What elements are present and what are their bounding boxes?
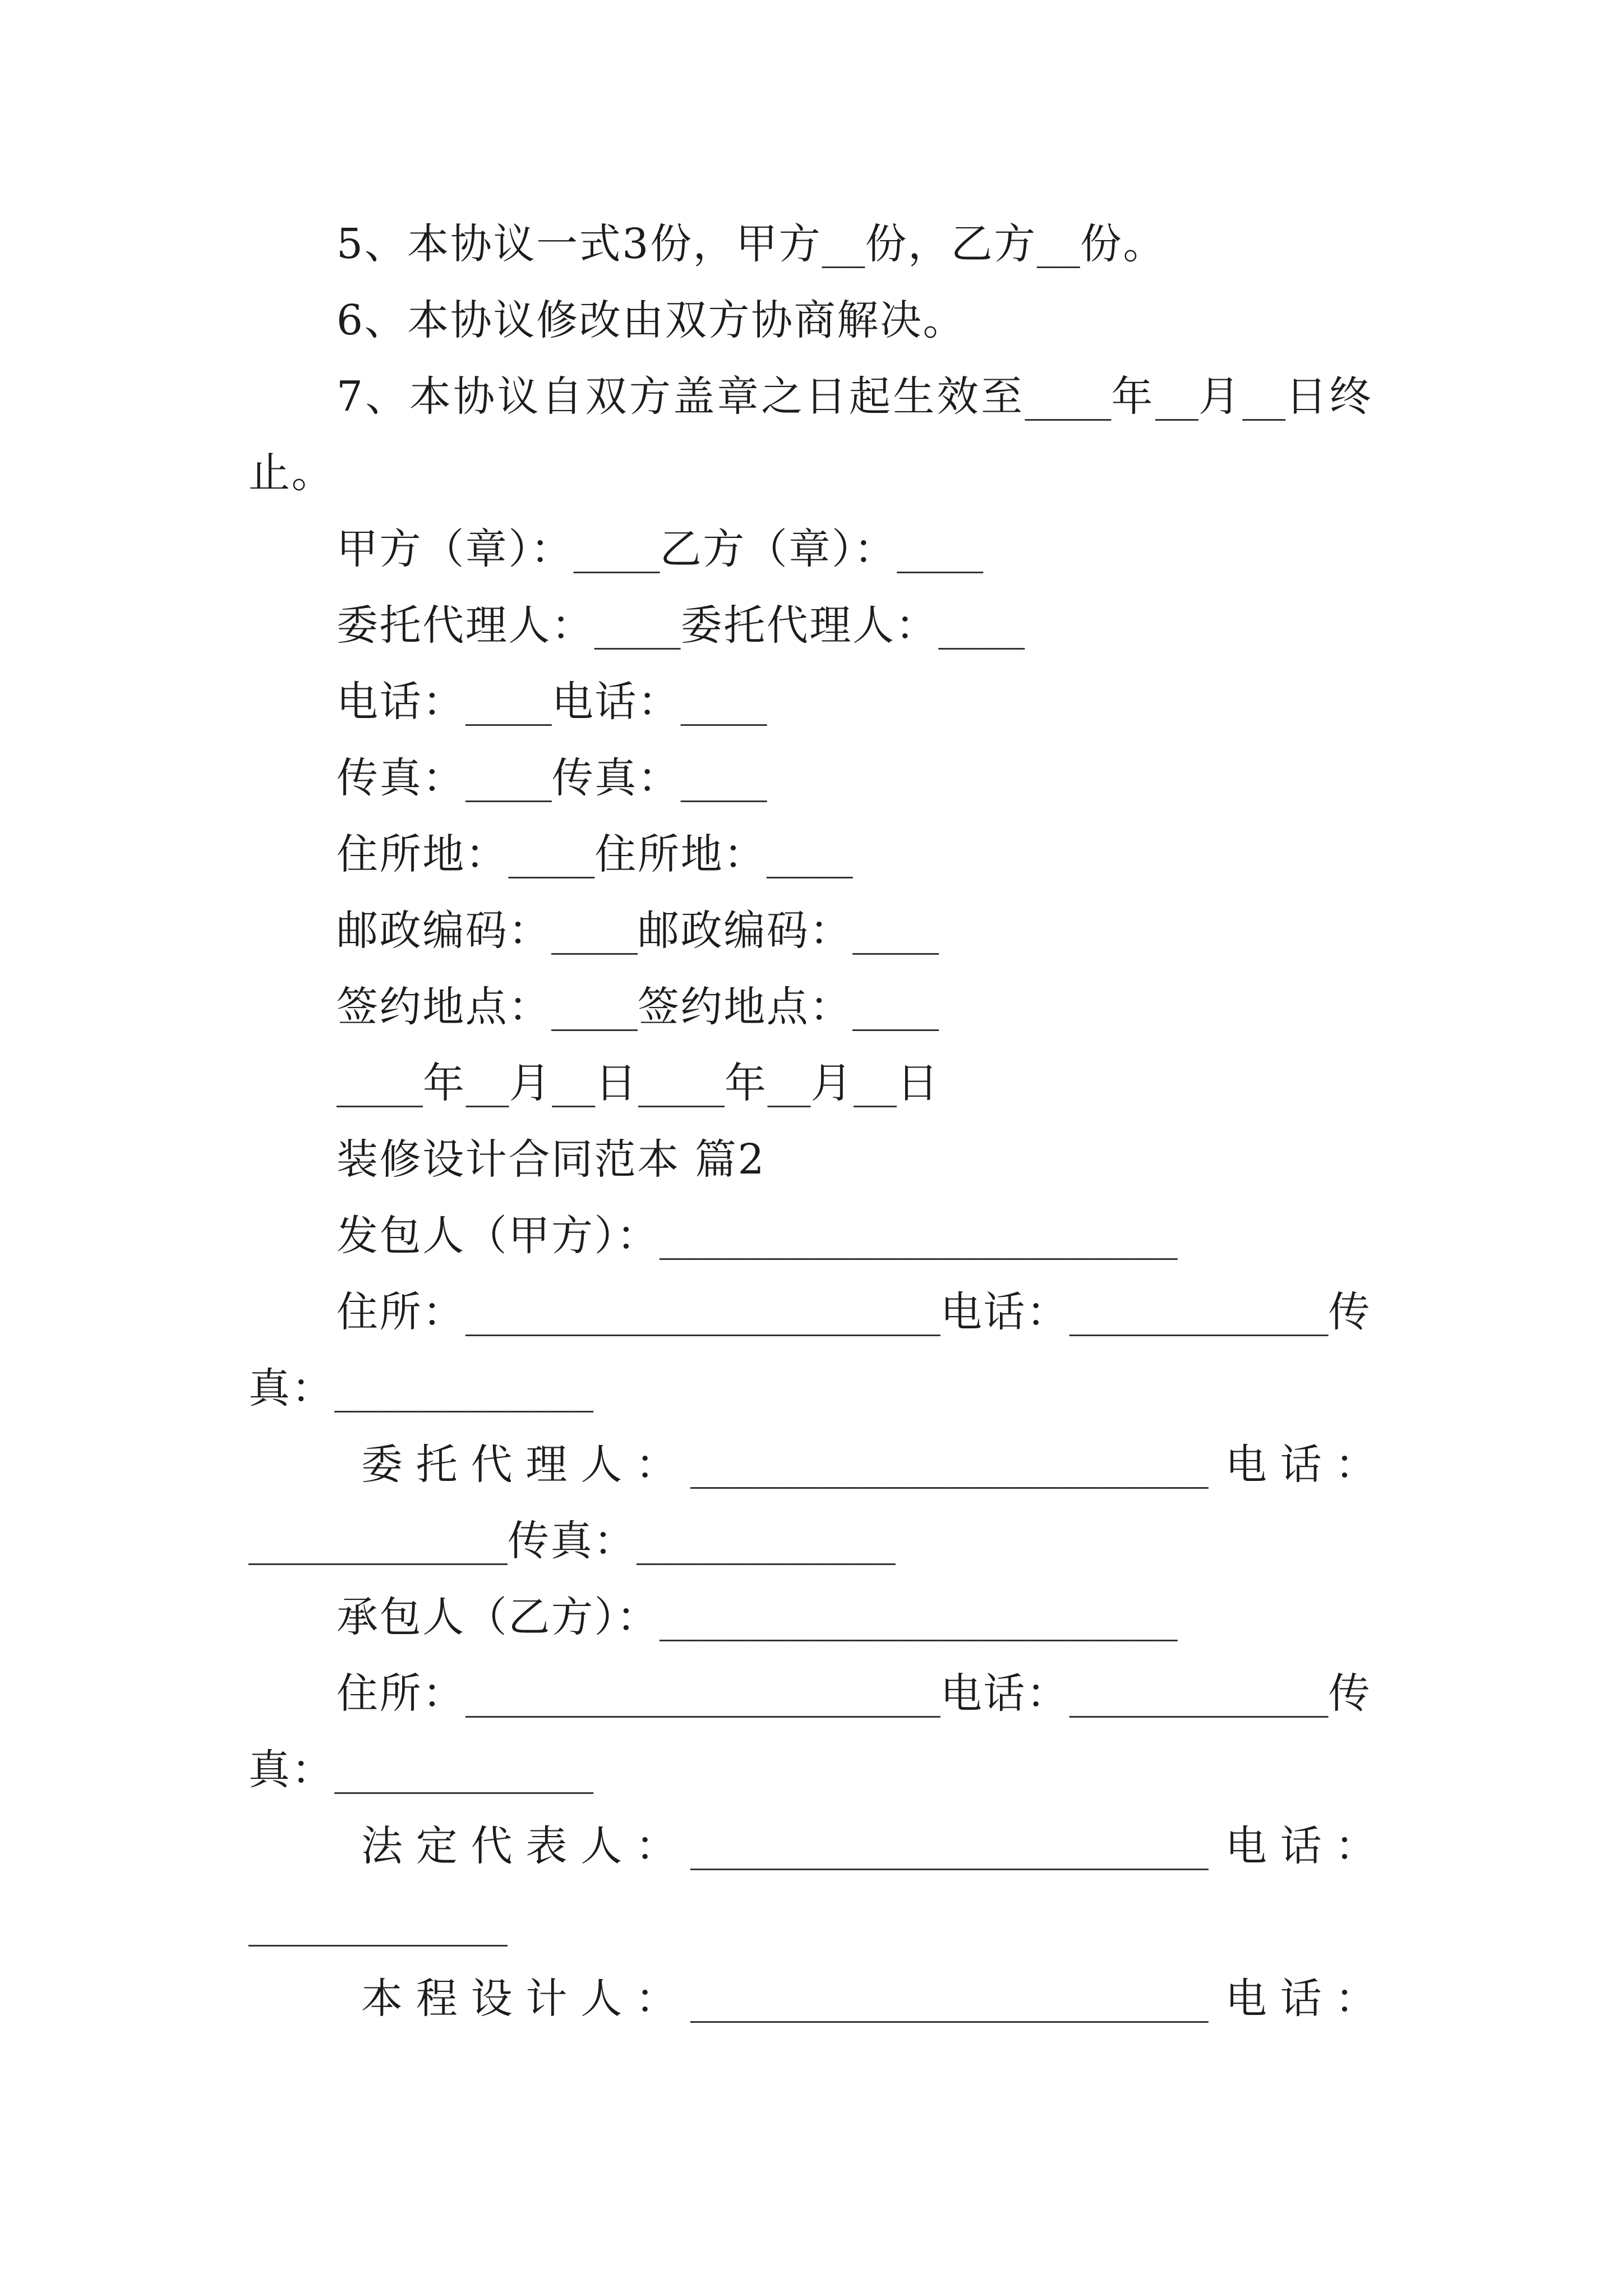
- employer-line: [248, 1198, 1375, 1274]
- clause-5-text-end: 份。: [1080, 220, 1166, 268]
- employer-phone-blank: ____________: [1069, 1287, 1329, 1337]
- signing-place-line: [248, 969, 1375, 1045]
- party-a-year-label: 年: [423, 1059, 466, 1107]
- party-b-month-blank: __: [767, 1058, 811, 1108]
- legal-representative-line: [248, 1808, 1390, 1884]
- employer-agent-continuation-line: [248, 1503, 1375, 1579]
- legal-representative-blank: ________________________: [690, 1821, 1209, 1871]
- party-b-address-blank: ____: [766, 829, 853, 879]
- party-a-signing-place-label: 签约地点：: [336, 983, 551, 1031]
- party-a-postcode-blank: ____: [551, 905, 638, 955]
- legal-representative-phone-blank: ____________: [248, 1897, 508, 1947]
- party-b-month-label: 月: [810, 1059, 854, 1107]
- employer-fax-label-end: 真：: [248, 1364, 335, 1412]
- party-b-year-label: 年: [724, 1059, 768, 1107]
- party-a-agent-blank: ____: [594, 600, 681, 650]
- employer-name-blank: ________________________: [659, 1211, 1178, 1260]
- end-day-blank: __: [1242, 371, 1286, 421]
- clause-5-text: 5、本协议一式3份，甲方: [336, 220, 822, 268]
- employer-fax-blank: ____________: [334, 1363, 594, 1413]
- party-b-seal-label: 乙方（章）：: [660, 525, 897, 573]
- dates-line: [248, 1045, 1375, 1121]
- designer-line: [248, 1961, 1390, 2037]
- employer-address-label: 住所：: [336, 1288, 465, 1336]
- contractor-phone-blank: ____________: [1069, 1668, 1329, 1718]
- party-b-day-blank: __: [854, 1058, 897, 1108]
- contract-2: [248, 1121, 1390, 2037]
- clause-7-continuation-line: [248, 435, 1375, 511]
- party-b-signing-place-label: 签约地点：: [638, 983, 852, 1031]
- party-a-copies-blank: __: [822, 219, 865, 269]
- designer-label: 本程设计人：: [361, 1975, 690, 2023]
- designer-blank: ________________________: [690, 1973, 1209, 2023]
- party-b-day-label: 日: [897, 1059, 940, 1107]
- contractor-line: [248, 1579, 1375, 1655]
- contractor-name-blank: ________________________: [659, 1592, 1178, 1642]
- fax-line: [248, 740, 1375, 816]
- designer-phone-label: 电话：: [1225, 1975, 1390, 2023]
- legal-representative-phone-label: 电话：: [1225, 1822, 1390, 1870]
- party-a-fax-blank: ____: [465, 753, 552, 803]
- party-b-year-blank: ____: [638, 1058, 725, 1108]
- employer-fax-line: [248, 1350, 1375, 1427]
- party-b-signing-place-blank: ____: [852, 982, 939, 1032]
- legal-representative-label: 法定代表人：: [361, 1822, 690, 1870]
- party-a-phone-blank: ____: [465, 677, 552, 726]
- contractor-fax-blank: ____________: [334, 1745, 594, 1795]
- party-b-phone-blank: ____: [680, 677, 767, 726]
- employer-fax-label-start: 传: [1328, 1288, 1372, 1336]
- party-b-fax-label: 传真：: [551, 754, 681, 802]
- party-a-year-blank: ____: [336, 1058, 423, 1108]
- party-a-address-label: 住所地：: [336, 830, 509, 878]
- address-line: [248, 816, 1375, 892]
- employer-agent-phone-label: 电话：: [1225, 1441, 1390, 1489]
- party-b-fax-blank: ____: [680, 753, 767, 803]
- month-label: 月: [1198, 372, 1243, 421]
- contractor-phone-label: 电话：: [940, 1669, 1069, 1718]
- contractor-address-blank: ______________________: [465, 1668, 940, 1718]
- employer-agent-fax-label: 传真：: [508, 1517, 637, 1565]
- party-a-agent-label: 委托代理人：: [336, 601, 594, 650]
- year-label: 年: [1111, 372, 1155, 421]
- party-a-signing-place-blank: ____: [551, 982, 638, 1032]
- employer-phone-label: 电话：: [940, 1288, 1069, 1336]
- seal-line: [248, 511, 1375, 587]
- employer-contact-line: [248, 1274, 1375, 1350]
- party-b-agent-blank: ____: [938, 600, 1025, 650]
- phone-line: [248, 664, 1375, 740]
- party-b-seal-blank: ____: [897, 524, 984, 574]
- party-a-month-blank: __: [465, 1058, 509, 1108]
- clause-5-text-middle: 份，乙方: [865, 220, 1037, 268]
- party-a-postcode-label: 邮政编码：: [336, 907, 551, 955]
- clause-7-line: [248, 358, 1375, 435]
- employer-label: 发包人（甲方）：: [336, 1212, 660, 1260]
- employer-agent-fax-blank: ____________: [636, 1516, 896, 1566]
- party-a-month-label: 月: [509, 1059, 552, 1107]
- employer-agent-line: [248, 1427, 1390, 1503]
- employer-agent-phone-blank: ____________: [248, 1516, 508, 1566]
- legal-representative-continuation-line: [248, 1884, 1375, 1961]
- party-a-fax-label: 传真：: [336, 754, 465, 802]
- contractor-address-label: 住所：: [336, 1669, 465, 1718]
- party-a-day-label: 日: [595, 1059, 638, 1107]
- contract-2-title: 装修设计合同范本 篇2: [336, 1135, 766, 1184]
- party-a-seal-blank: ____: [573, 524, 660, 574]
- contractor-contact-line: [248, 1655, 1375, 1732]
- contractor-fax-label-start: 传: [1328, 1669, 1372, 1718]
- day-label: 日终: [1285, 372, 1374, 421]
- party-b-copies-blank: __: [1036, 219, 1080, 269]
- party-b-postcode-blank: ____: [852, 905, 939, 955]
- party-a-seal-label: 甲方（章）：: [336, 525, 574, 573]
- employer-agent-blank: ________________________: [690, 1439, 1209, 1489]
- party-a-day-blank: __: [552, 1058, 596, 1108]
- party-a-address-blank: ____: [508, 829, 595, 879]
- postcode-line: [248, 892, 1375, 969]
- party-b-phone-label: 电话：: [551, 678, 681, 726]
- contract-2-title-line: [248, 1121, 1375, 1198]
- clause-7-text: 7、本协议自双方盖章之日起生效至: [336, 372, 1025, 421]
- contractor-fax-label-end: 真：: [248, 1746, 335, 1794]
- clause-6-line: [248, 282, 1375, 358]
- employer-address-blank: ______________________: [465, 1287, 940, 1337]
- end-month-blank: __: [1155, 371, 1198, 421]
- agent-line: [248, 587, 1375, 664]
- employer-agent-label: 委托代理人：: [361, 1441, 690, 1489]
- clause-7-text-end: 止。: [248, 449, 335, 497]
- end-year-blank: ____: [1025, 371, 1112, 421]
- contractor-fax-line: [248, 1732, 1375, 1808]
- party-a-phone-label: 电话：: [336, 678, 465, 726]
- clause-5-line: [248, 206, 1375, 282]
- clause-6-text: 6、本协议修改由双方协商解决。: [336, 296, 966, 344]
- agreement-clauses: [248, 206, 1375, 511]
- party-b-postcode-label: 邮政编码：: [638, 907, 852, 955]
- contractor-label: 承包人（乙方）：: [336, 1593, 660, 1641]
- signature-block: [248, 511, 1375, 1121]
- party-b-agent-label: 委托代理人：: [680, 601, 939, 650]
- party-b-address-label: 住所地：: [594, 830, 767, 878]
